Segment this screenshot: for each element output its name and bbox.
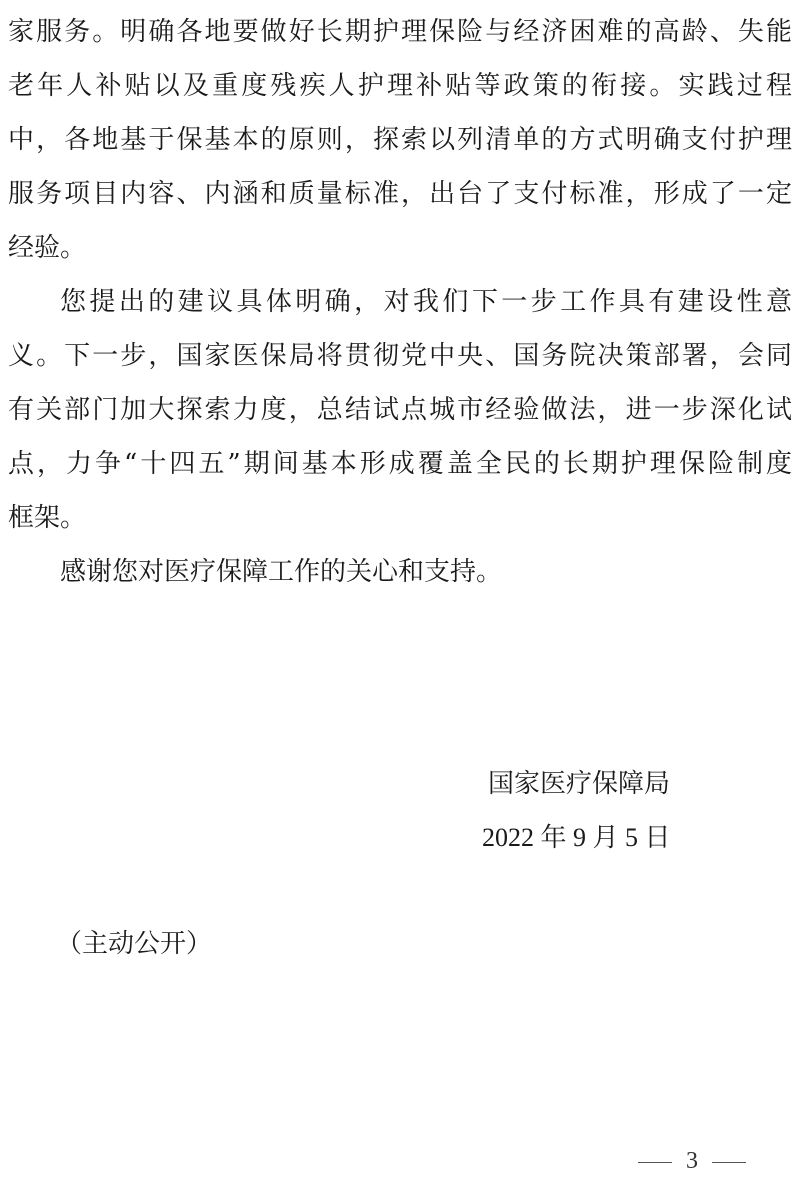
- paragraph-2-line-3: 有关部门加大探索力度，总结试点城市经验做法，进一步深化试: [8, 395, 792, 425]
- page-footer: [624, 1146, 760, 1176]
- paragraph-1-line-2: 老年人补贴以及重度残疾人护理补贴等政策的衔接。实践过程: [8, 71, 792, 101]
- signature-organization: 国家医疗保障局: [488, 769, 671, 799]
- paragraph-2-line-5: 框架。: [8, 503, 87, 533]
- signature-date: 2022 年 9 月 5 日: [482, 823, 671, 852]
- paragraph-3-line-1: 感谢您对医疗保障工作的关心和支持。: [60, 557, 503, 587]
- footer-dash-left: [638, 1162, 672, 1163]
- paragraph-2-line-4: 点，力争“十四五”期间基本形成覆盖全民的长期护理保险制度: [8, 449, 792, 479]
- paragraph-1-line-1: 家服务。明确各地要做好长期护理保险与经济困难的高龄、失能: [8, 17, 792, 47]
- paragraph-1-line-3: 中，各地基于保基本的原则，探索以列清单的方式明确支付护理: [8, 125, 792, 155]
- footer-dash-right: [712, 1162, 746, 1163]
- paragraph-1-line-5: 经验。: [8, 233, 87, 263]
- paragraph-1-line-4: 服务项目内容、内涵和质量标准，出台了支付标准，形成了一定: [8, 179, 792, 209]
- disclosure-label: （主动公开）: [56, 929, 213, 959]
- page-number: 3: [686, 1148, 698, 1174]
- paragraph-2-line-1: 您提出的建议具体明确，对我们下一步工作具有建设性意: [60, 287, 792, 317]
- paragraph-2-line-2: 义。下一步，国家医保局将贯彻党中央、国务院决策部署，会同: [8, 341, 792, 371]
